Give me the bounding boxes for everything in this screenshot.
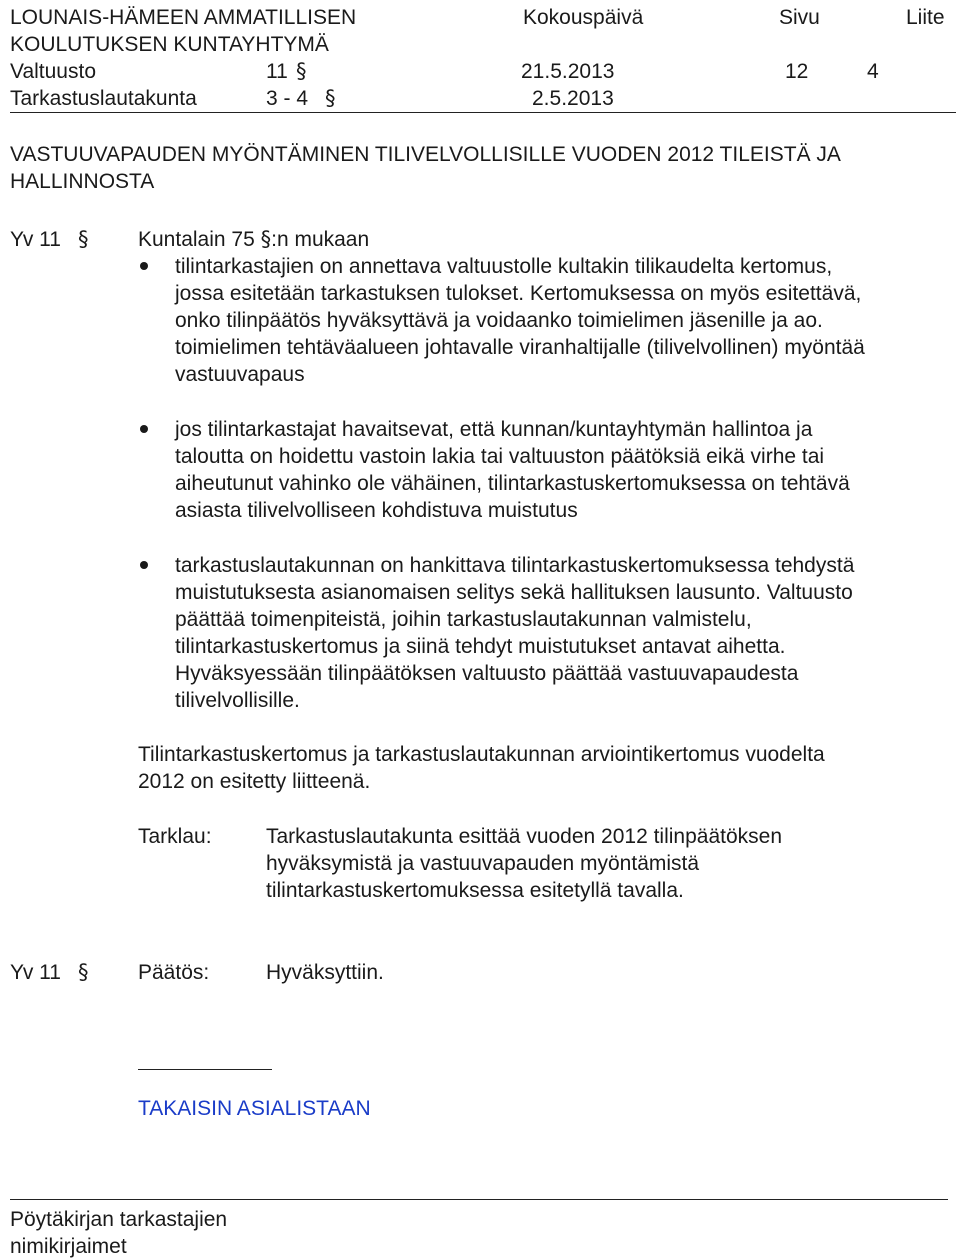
list-item-line: jos tilintarkastajat havaitsevat, että kunnan/kuntayhtymän hallintoa ja xyxy=(175,418,813,441)
attachment-note: Tilintarkastuskertomus ja tarkastuslautakunnan arviointikertomus vuodelta xyxy=(138,743,825,766)
header-row-attachment: 4 xyxy=(867,60,879,83)
list-item-line: tarkastuslautakunnan on hankittava tilintarkastuskertomuksessa tehdystä xyxy=(175,554,855,577)
decision-label: Päätös: xyxy=(138,961,210,984)
page-heading: Sivu xyxy=(779,6,820,29)
header-row-num: 11 xyxy=(266,60,288,83)
section-sign: § xyxy=(325,86,336,110)
header-row-body: Valtuusto xyxy=(10,60,96,83)
proposal-text: hyväksymistä ja vastuuvapauden myöntämistä xyxy=(266,852,700,875)
header-row-body: Tarkastuslautakunta xyxy=(10,87,197,110)
attachment-note: 2012 on esitetty liitteenä. xyxy=(138,770,371,793)
section-sign: § xyxy=(296,59,307,83)
header-row-date: 21.5.2013 xyxy=(521,60,615,83)
list-item-line: päättää toimenpiteistä, joihin tarkastuslautakunnan valmistelu, xyxy=(175,608,752,631)
meeting-date-heading: Kokouspäivä xyxy=(523,6,644,29)
list-item-line: Hyväksyessään tilinpäätöksen valtuusto päättää vastuuvapaudesta xyxy=(175,662,799,685)
document-title-cont: HALLINNOSTA xyxy=(10,170,155,193)
proposal-text: tilintarkastuskertomuksessa esitetyllä tavalla. xyxy=(266,879,684,902)
list-item-line: vastuuvapaus xyxy=(175,363,305,386)
footer-text: Pöytäkirjan tarkastajien xyxy=(10,1208,228,1231)
list-item-line: asiasta tilivelvolliseen kohdistuva muistutus xyxy=(175,499,578,522)
proposal-text: Tarkastuslautakunta esittää vuoden 2012 tilinpäätöksen xyxy=(266,825,783,848)
org-name-line1: LOUNAIS-HÄMEEN AMMATILLISEN xyxy=(10,6,357,29)
list-item-line: jossa esitetään tarkastuksen tulokset. Kertomuksessa on myös esitettävä, xyxy=(175,282,862,305)
list-item-line: toimielimen tehtäväalueen johtavalle viranhaltijalle (tilivelvollinen) myöntää xyxy=(175,336,865,359)
footer-text: nimikirjaimet xyxy=(10,1235,127,1258)
header-row-num: 3 - 4 xyxy=(266,87,309,110)
law-intro-text: :n mukaan xyxy=(271,228,370,251)
section-sign: § xyxy=(260,227,272,251)
decision-ref: Yv 11 xyxy=(10,961,61,984)
list-item-line: onko tilinpäätös hyväksyttävä ja voidaanko toimielimen jäsenille ja ao. xyxy=(175,309,823,332)
org-name-line2: KOULUTUKSEN KUNTAYHTYMÄ xyxy=(10,33,329,56)
bullet-icon xyxy=(140,561,148,569)
list-item-line: muistutuksesta asianomaisen selitys sekä hallituksen lausunto. Valtuusto xyxy=(175,581,853,604)
law-intro xyxy=(138,226,369,253)
short-divider xyxy=(138,1069,272,1070)
section-ref: Yv 11 xyxy=(10,228,61,251)
header-row-page: 12 xyxy=(785,60,809,83)
list-item-line: tilintarkastuskertomus ja siinä tehdyt muistutukset antavat aihetta. xyxy=(175,635,786,658)
header-row-date: 2.5.2013 xyxy=(532,87,614,110)
footer-divider xyxy=(10,1199,948,1200)
section-sign: § xyxy=(78,227,89,251)
attachment-heading: Liite xyxy=(906,6,945,29)
bullet-icon xyxy=(140,425,148,433)
bullet-icon xyxy=(140,262,148,270)
list-item-line: taloutta on hoidettu vastoin lakia tai valtuuston päätöksiä eikä virhe tai xyxy=(175,445,825,468)
section-sign: § xyxy=(78,960,89,984)
back-to-agenda-link[interactable]: TAKAISIN ASIALISTAAN xyxy=(138,1097,371,1120)
header-divider xyxy=(10,112,956,113)
list-item-line: tilintarkastajien on annettava valtuustolle kultakin tilikaudelta kertomus, xyxy=(175,255,833,278)
list-item-line: aiheutunut vahinko ole vähäinen, tilintarkastuskertomuksessa on tehtävä xyxy=(175,472,850,495)
proposal-label: Tarklau: xyxy=(138,825,212,848)
list-item-line: tilivelvollisille. xyxy=(175,689,300,712)
decision-text: Hyväksyttiin. xyxy=(266,961,384,984)
document-title: VASTUUVAPAUDEN MYÖNTÄMINEN TILIVELVOLLISILLE VUODEN 2012 TILEISTÄ JA xyxy=(10,143,841,166)
law-intro-text: Kuntalain 75 xyxy=(138,228,255,251)
